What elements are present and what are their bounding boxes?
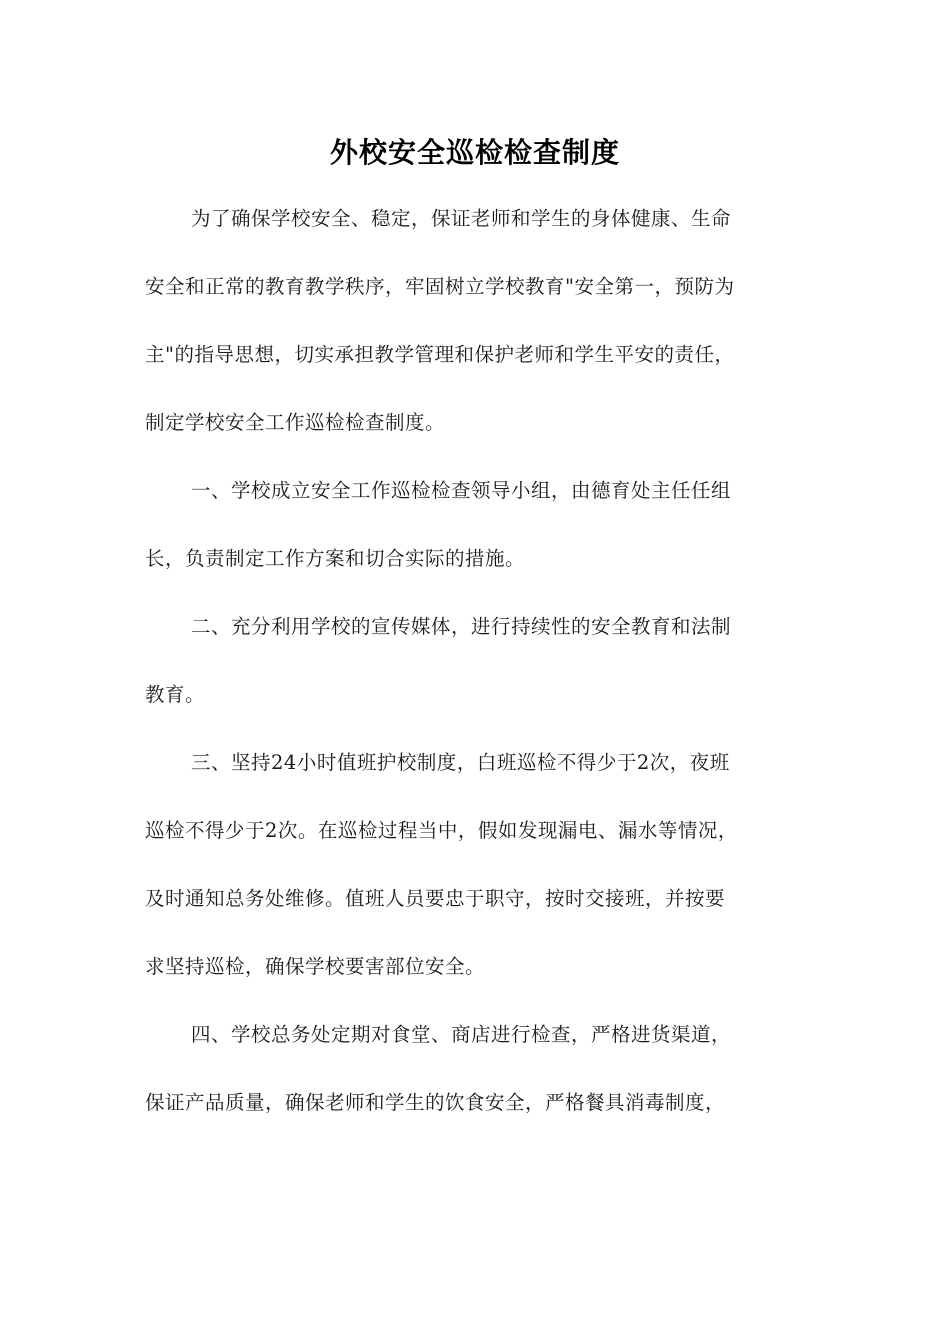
text-line: 巡检不得少于2次。在巡检过程当中，假如发现漏电、漏水等情况， [145,819,738,842]
text-line: 四、学校总务处定期对食堂、商店进行检查，严格进货渠道， [191,1023,732,1046]
text-line: 保证产品质量，确保老师和学生的饮食安全，严格餐具消毒制度， [145,1091,726,1114]
text-line: 及时通知总务处维修。值班人员要忠于职守，按时交接班，并按要 [145,887,726,910]
text-line: 教育。 [145,683,206,706]
text-line: 主"的指导思想，切实承担教学管理和保护老师和学生平安的责任， [145,343,735,366]
text-line: 长，负责制定工作方案和切合实际的措施。 [145,547,526,570]
paragraph-item-1 [145,468,821,604]
paragraph-item-4 [145,1012,821,1148]
document-body [145,196,821,1148]
text-line: 三、坚持24小时值班护校制度，白班巡检不得少于2次，夜班 [191,751,730,774]
text-line: 一、学校成立安全工作巡检检查领导小组，由德育处主任任组 [191,479,732,502]
paragraph-item-2 [145,604,821,740]
text-line: 安全和正常的教育教学秩序，牢固树立学校教育"安全第一，预防为 [145,275,735,298]
paragraph-item-3 [145,740,821,1012]
text-line: 求坚持巡检，确保学校要害部位安全。 [145,955,486,978]
document-title: 外校安全巡检检查制度 [329,136,620,169]
text-line: 制定学校安全工作巡检检查制度。 [145,411,446,434]
text-line: 为了确保学校安全、稳定，保证老师和学生的身体健康、生命 [191,207,732,230]
text-line: 二、充分利用学校的宣传媒体，进行持续性的安全教育和法制 [191,615,732,638]
paragraph-intro [145,196,821,468]
